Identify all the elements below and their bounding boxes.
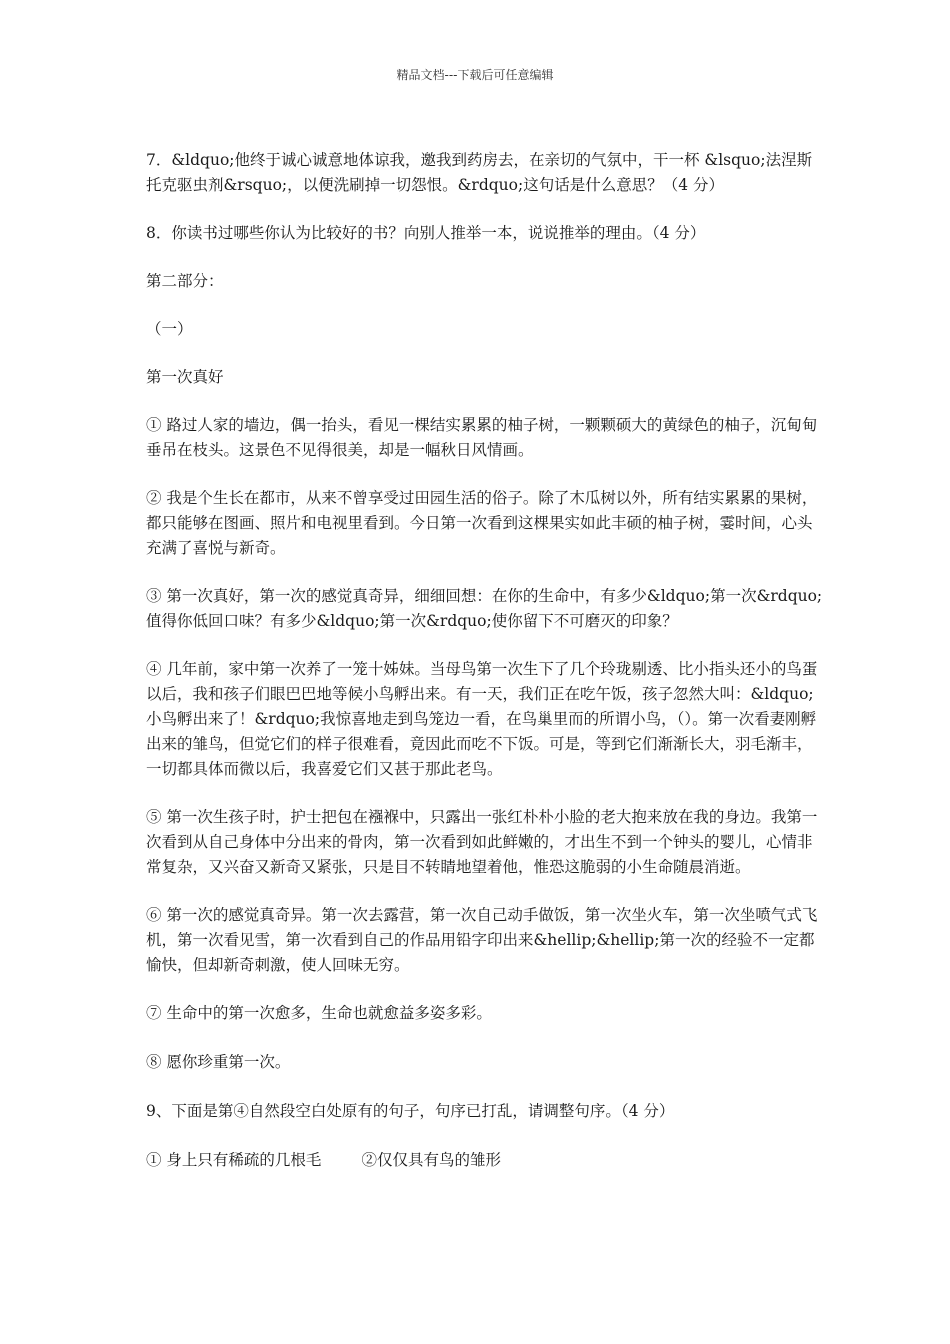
- part-two-heading: 第二部分：: [146, 272, 224, 290]
- question-9: 9、下面是第④自然段空白处原有的句子，句序已打乱，请调整句序。（4 分）: [146, 1102, 675, 1120]
- section-one-heading: （一）: [146, 320, 193, 338]
- article-paragraph-8: ⑧ 愿你珍重第一次。: [146, 1053, 291, 1071]
- page-header: 精品文档---下载后可任意编辑: [396, 68, 554, 82]
- question-7: 7．&ldquo;他终于诚心诚意地体谅我，邀我到药房去，在亲切的气氛中，干一杯 &lsquo;法涅斯托克驱虫剂&rsquo;，以便洗刷掉一切怨恨。&rdquo;这句话是什么意思？（4 分）: [146, 151, 813, 194]
- article-paragraph-6: ⑥ 第一次的感觉真奇异。第一次去露营，第一次自己动手做饭，第一次坐火车，第一次坐喷气式飞机，第一次看见雪，第一次看到自己的作品用铅字印出来&hellip;&hellip;第一次的经验不一定都愉快，但却新奇刺激，使人回味无穷。: [146, 906, 818, 974]
- article-paragraph-3: ③ 第一次真好，第一次的感觉真奇异，细细回想：在你的生命中，有多少&ldquo;第一次&rdquo;值得你低回口味？有多少&ldquo;第一次&rdquo;使你留下不可磨灭的印象？: [146, 587, 823, 630]
- article-title: 第一次真好: [146, 368, 224, 386]
- article-paragraph-4: ④ 几年前，家中第一次养了一笼十姊妹。当母鸟第一次生下了几个玲珑剔透、比小指头还小的鸟蛋以后，我和孩子们眼巴巴地等候小鸟孵出来。有一天，我们正在吃午饭，孩子忽然大叫：&ldquo;小鸟孵出来了！&rdquo;我惊喜地走到鸟笼边一看，在鸟巢里而的所谓小鸟，（）。第一次看妻刚孵出来的雏鸟，但觉它们的样子很难看，竟因此而吃不下饭。可是，等到它们渐渐长大，羽毛渐丰，一切都具体而微以后，我喜爱它们又甚于那此老鸟。: [146, 660, 818, 778]
- article-paragraph-5: ⑤ 第一次生孩子时，护士把包在襁褓中，只露出一张红朴朴小脸的老大抱来放在我的身边。我第一次看到从自己身体中分出来的骨肉，第一次看到如此鲜嫩的，才出生不到一个钟头的婴儿，心情非常复杂，又兴奋又新奇又紧张，只是目不转睛地望着他，惟恐这脆弱的小生命随晨消逝。: [146, 808, 818, 876]
- article-paragraph-7: ⑦ 生命中的第一次愈多，生命也就愈益多姿多彩。: [146, 1004, 492, 1022]
- document-body: [146, 148, 826, 1196]
- article-paragraph-2: ② 我是个生长在都市，从来不曾享受过田园生活的俗子。除了木瓜树以外，所有结实累累的果树，都只能够在图画、照片和电视里看到。今日第一次看到这棵果实如此丰硕的柚子树，霎时间，心头充满了喜悦与新奇。: [146, 489, 818, 557]
- option-1: ① 身上只有稀疏的几根毛: [146, 1151, 322, 1169]
- article-paragraph-1: ① 路过人家的墙边，偶一抬头，看见一棵结实累累的柚子树，一颗颗硕大的黄绿色的柚子，沉甸甸垂吊在枝头。这景色不见得很美，却是一幅秋日风情画。: [146, 416, 818, 459]
- question-8: 8．你读书过哪些你认为比较好的书？向别人推举一本，说说推举的理由。（4 分）: [146, 224, 706, 242]
- option-2: ②仅仅具有鸟的雏形: [361, 1151, 501, 1169]
- question-9-options: [146, 1148, 826, 1173]
